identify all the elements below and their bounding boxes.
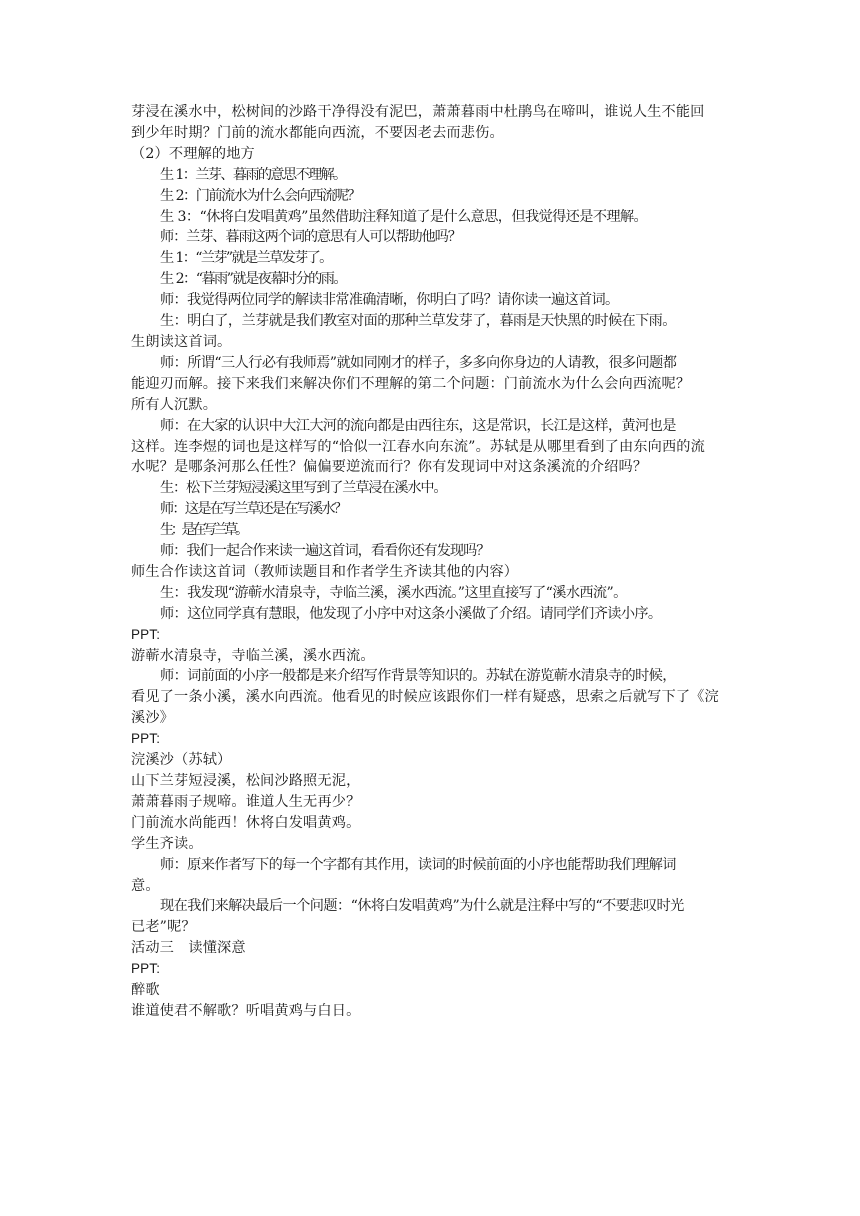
text-line: 萧萧暮雨子规啼。谁道人生无再少？ xyxy=(131,793,361,810)
text-line: 生 2：“暮雨”就是夜幕时分的雨。 xyxy=(160,271,347,288)
text-line: 生：我发现“游蕲水清泉寺，寺临兰溪，溪水西流。”这里直接写了“溪水西流”。 xyxy=(160,584,627,601)
text-line: 浣溪沙（苏轼） xyxy=(131,752,232,769)
text-line: 生朗读这首词。 xyxy=(131,333,232,350)
text-line: PPT: xyxy=(131,626,161,642)
text-line: 溪沙》 xyxy=(131,710,175,727)
text-line: 学生齐读。 xyxy=(131,835,203,852)
text-line: 师：兰芽、暮雨这两个词的意思有人可以帮助他吗？ xyxy=(160,229,461,246)
text-line: 所有人沉默。 xyxy=(131,396,218,413)
text-line: 生：松下兰芽短浸溪这里写到了兰草浸在溪水中。 xyxy=(160,480,447,497)
text-line: 师：我觉得两位同学的解读非常准确清晰，你明白了吗？请你读一遍这首词。 xyxy=(160,292,619,309)
text-line: 已老”呢？ xyxy=(131,919,196,936)
text-line: （2）不理解的地方 xyxy=(131,145,255,162)
text-line: 活动三 读懂深意 xyxy=(131,940,246,957)
text-line: 生：明白了，兰芽就是我们教室对面的那种兰草发芽了，暮雨是天快黑的时候在下雨。 xyxy=(160,313,676,330)
text-line: 生 3：“休将白发唱黄鸡”虽然借助注释知道了是什么意思，但我觉得还是不理解。 xyxy=(160,208,648,225)
text-line: 意。 xyxy=(131,877,160,894)
text-line: 水呢？是哪条河那么任性？偏偏要逆流而行？你有发现词中对这条溪流的介绍吗？ xyxy=(131,459,648,476)
text-line: 师：这是在写兰草还是在写溪水？ xyxy=(160,501,347,518)
text-line: 看见了一条小溪，溪水向西流。他看见的时候应该跟你们一样有疑惑，思索之后就写下了《浣 xyxy=(131,689,719,706)
text-line: 到少年时期？门前的流水都能向西流，不要因老去而悲伤。 xyxy=(131,124,504,141)
text-line: 这样。连李煜的词也是这样写的“恰似一江春水向东流”。苏轼是从哪里看到了由东向西的流 xyxy=(131,438,705,455)
text-line: 师生合作读这首词（教师读题目和作者学生齐读其他的内容） xyxy=(131,563,519,580)
text-line: 师：词前面的小序一般都是来介绍写作背景等知识的。苏轼在游览蕲水清泉寺的时候， xyxy=(160,668,676,685)
text-line: 门前流水尚能西！休将白发唱黄鸡。 xyxy=(131,814,361,831)
text-line: 生：是在写兰草。 xyxy=(160,522,246,539)
text-line: 现在我们来解决最后一个问题：“休将白发唱黄鸡”为什么就是注释中写的“不要悲叹时光 xyxy=(160,898,684,915)
text-line: 芽浸在溪水中，松树间的沙路干净得没有泥巴，萧萧暮雨中杜鹃鸟在啼叫，谁说人生不能回 xyxy=(131,104,705,120)
document-page xyxy=(131,102,731,1022)
text-line: 游蕲水清泉寺，寺临兰溪，溪水西流。 xyxy=(131,647,375,664)
text-line: 谁道使君不解歌？听唱黄鸡与白日。 xyxy=(131,1002,361,1019)
text-line: 生 1：兰芽、暮雨的意思不理解。 xyxy=(160,166,346,183)
text-line: 师：原来作者写下的每一个字都有其作用，读词的时候前面的小序也能帮助我们理解词 xyxy=(160,856,676,873)
text-line: 山下兰芽短浸溪，松间沙路照无泥， xyxy=(131,773,361,789)
text-line: 师：所谓“三人行必有我师焉”就如同刚才的样子，多多向你身边的人请教，很多问题都 xyxy=(160,354,677,371)
text-line: 生 1：“兰芽”就是兰草发芽了。 xyxy=(160,250,332,267)
text-line: 能迎刃而解。接下来我们来解决你们不理解的第二个问题：门前流水为什么会向西流呢？ xyxy=(131,375,691,392)
text-line: 醉歌 xyxy=(131,982,160,999)
text-line: 师：在大家的认识中大江大河的流向都是由西往东，这是常识，长江是这样，黄河也是 xyxy=(160,417,676,434)
text-line: 生 2：门前流水为什么会向西流呢？ xyxy=(160,187,360,204)
text-line: PPT: xyxy=(131,731,161,747)
text-line: PPT: xyxy=(131,961,161,977)
text-line: 师：这位同学真有慧眼，他发现了小序中对这条小溪做了介绍。请同学们齐读小序。 xyxy=(160,605,662,622)
text-line: 师：我们一起合作来读一遍这首词，看看你还有发现吗？ xyxy=(160,543,490,560)
